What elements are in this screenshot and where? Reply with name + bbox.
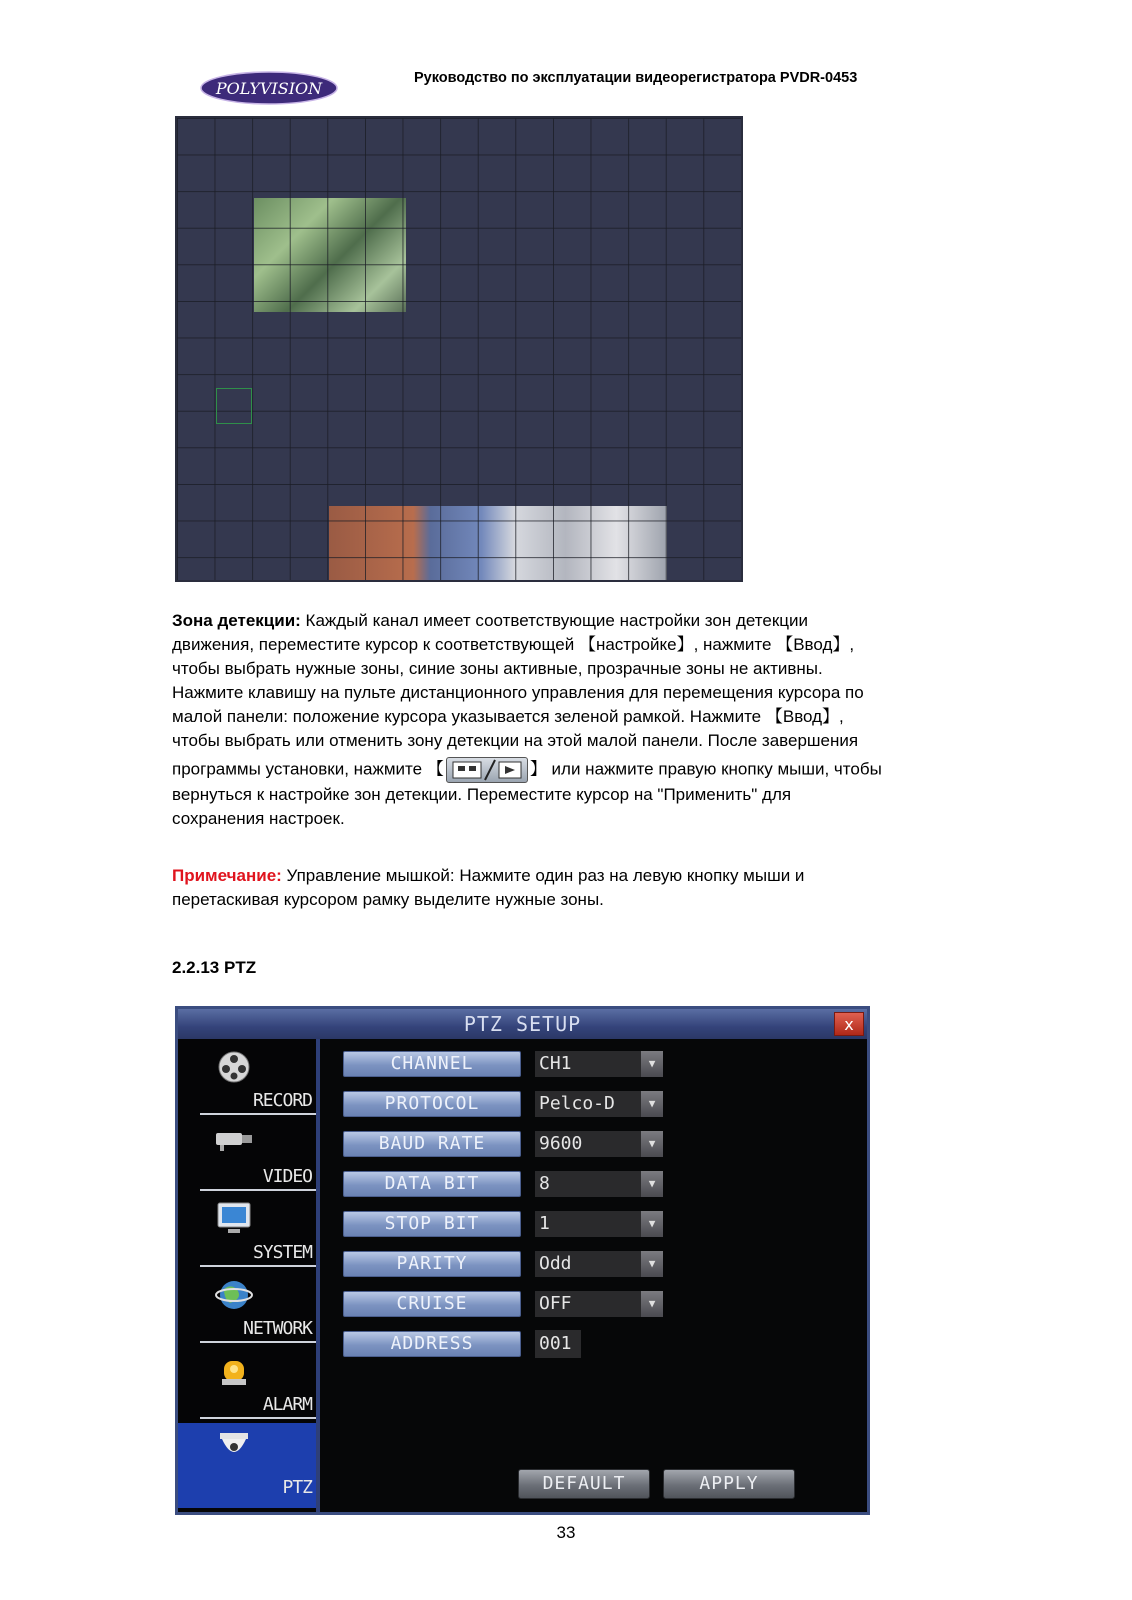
select-value: Odd: [539, 1253, 572, 1274]
sidebar-item-label: RECORD: [252, 1090, 312, 1111]
section-title: 2.2.13 PTZ: [172, 958, 257, 977]
address-input[interactable]: 001: [535, 1330, 581, 1358]
channel-label: CHANNEL: [343, 1051, 521, 1077]
data-bit-label: DATA BIT: [343, 1171, 521, 1197]
paragraph-line: сохранения настроек.: [172, 809, 345, 828]
exit-menu-icon: [446, 757, 528, 783]
paragraph-line: вернуться к настройке зон детекции. Переместите курсор на "Применить" для: [172, 785, 792, 804]
detection-zone-paragraph: [172, 609, 972, 831]
monitor-icon: [214, 1201, 254, 1237]
settings-sidebar: [178, 1039, 320, 1512]
cruise-label: CRUISE: [343, 1291, 521, 1317]
sidebar-item-video[interactable]: [178, 1119, 316, 1195]
select-value: 8: [539, 1173, 550, 1194]
channel-select[interactable]: [535, 1051, 663, 1077]
sidebar-item-network[interactable]: [178, 1271, 316, 1347]
paragraph-line: чтобы выбрать или отменить зону детекции на этой малой панели. После завершения: [172, 731, 859, 750]
page-number: 33: [556, 1523, 576, 1542]
select-value: OFF: [539, 1293, 572, 1314]
select-value: 1: [539, 1213, 550, 1234]
data-bit-select[interactable]: [535, 1171, 663, 1197]
close-button[interactable]: x: [834, 1012, 864, 1036]
sidebar-item-label: PTZ: [282, 1477, 312, 1498]
sidebar-item-alarm[interactable]: [178, 1347, 316, 1423]
dome-camera-icon: [214, 1429, 254, 1465]
sidebar-item-record[interactable]: [178, 1043, 316, 1119]
divider: [200, 1113, 316, 1115]
detection-zone-title: Зона детекции:: [172, 611, 301, 630]
select-value: CH1: [539, 1053, 572, 1074]
sidebar-item-ptz[interactable]: [178, 1423, 316, 1508]
paragraph-line: движения, переместите курсор к соответствующей 【настройке】, нажмите 【Ввод】,: [172, 635, 855, 654]
stop-bit-label: STOP BIT: [343, 1211, 521, 1237]
sidebar-item-label: NETWORK: [243, 1318, 312, 1339]
cruise-select[interactable]: [535, 1291, 663, 1317]
paragraph-text: 】 или нажмите правую кнопку мыши, чтобы: [529, 759, 882, 779]
apply-button[interactable]: APPLY: [663, 1469, 795, 1499]
svg-text:POLYVISION: POLYVISION: [215, 79, 323, 98]
paragraph-text: Управление мышкой: Нажмите один раз на левую кнопку мыши и: [281, 866, 805, 885]
parity-select[interactable]: [535, 1251, 663, 1277]
polyvision-logo: [199, 70, 339, 106]
protocol-select[interactable]: [535, 1091, 663, 1117]
paragraph-line: [172, 757, 972, 783]
grid-lines: [177, 118, 741, 580]
paragraph-line: Нажмите клавишу на пульте дистанционного управления для перемещения курсора по: [172, 683, 864, 702]
alarm-siren-icon: [214, 1353, 254, 1389]
chevron-down-icon[interactable]: ▼: [641, 1171, 663, 1197]
select-value: Pelco-D: [539, 1093, 615, 1114]
paragraph-line: [172, 864, 972, 888]
stop-bit-select[interactable]: [535, 1211, 663, 1237]
sidebar-item-label: VIDEO: [262, 1166, 312, 1187]
select-value: 9600: [539, 1133, 583, 1154]
note-paragraph: [172, 864, 972, 912]
baud-rate-label: BAUD RATE: [343, 1131, 521, 1157]
detection-grid-screenshot: [175, 116, 743, 582]
parity-label: PARITY: [343, 1251, 521, 1277]
chevron-down-icon[interactable]: ▼: [641, 1051, 663, 1077]
baud-rate-select[interactable]: [535, 1131, 663, 1157]
globe-icon: [214, 1277, 254, 1313]
chevron-down-icon[interactable]: ▼: [641, 1211, 663, 1237]
ptz-setup-window: [175, 1006, 870, 1515]
paragraph-text: программы установки, нажмите 【: [172, 759, 444, 779]
default-button[interactable]: DEFAULT: [518, 1469, 650, 1499]
sidebar-item-label: ALARM: [262, 1394, 312, 1415]
divider: [200, 1189, 316, 1191]
sidebar-item-label: SYSTEM: [252, 1242, 312, 1263]
paragraph-line: перетаскивая курсором рамку выделите нужные зоны.: [172, 890, 604, 909]
paragraph-text: Каждый канал имеет соответствующие настройки зон детекции: [300, 611, 808, 630]
paragraph-line: [172, 609, 972, 633]
address-label: ADDRESS: [343, 1331, 521, 1357]
divider: [200, 1341, 316, 1343]
divider: [200, 1417, 316, 1419]
paragraph-line: малой панели: положение курсора указывается зеленой рамкой. Нажмите 【Ввод】,: [172, 707, 844, 726]
divider: [200, 1265, 316, 1267]
sidebar-item-system[interactable]: [178, 1195, 316, 1271]
cursor-green-frame: [216, 388, 252, 424]
protocol-label: PROTOCOL: [343, 1091, 521, 1117]
video-camera-icon: [214, 1125, 254, 1161]
chevron-down-icon[interactable]: ▼: [641, 1131, 663, 1157]
chevron-down-icon[interactable]: ▼: [641, 1091, 663, 1117]
note-label: Примечание:: [172, 866, 282, 885]
ptz-window-title: PTZ SETUP: [178, 1009, 867, 1039]
chevron-down-icon[interactable]: ▼: [641, 1291, 663, 1317]
paragraph-line: чтобы выбрать нужные зоны, синие зоны активные, прозрачные зоны не активны.: [172, 659, 823, 678]
chevron-down-icon[interactable]: ▼: [641, 1251, 663, 1277]
film-reel-icon: [214, 1049, 254, 1085]
document-header-title: Руководство по эксплуатации видеорегистратора PVDR-0453: [414, 70, 858, 86]
